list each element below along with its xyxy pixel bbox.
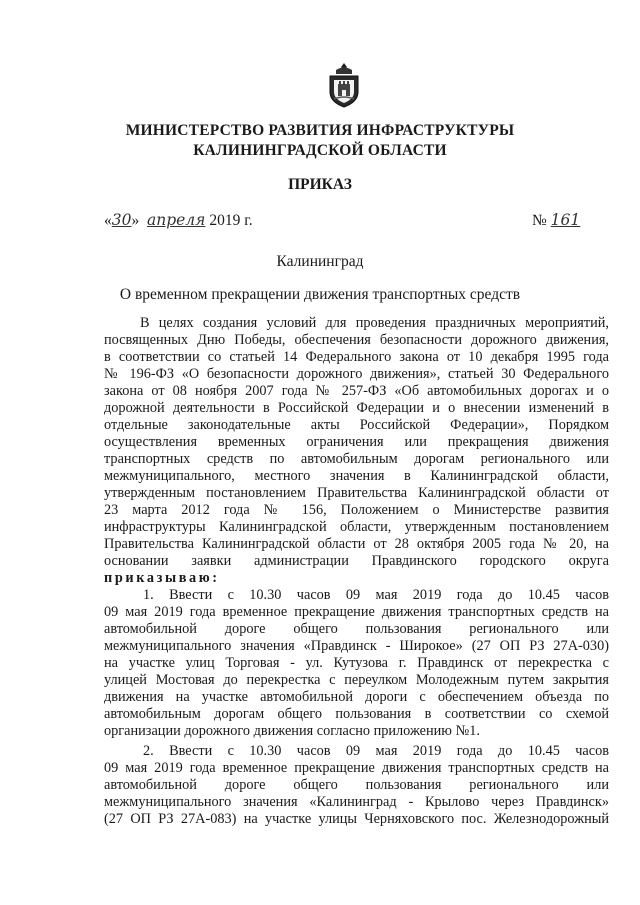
document-type-title: ПРИКАЗ [288,176,352,193]
date-year: 2019 г. [209,212,253,229]
number-prefix: № [532,212,547,229]
city-name: Калининград [276,253,364,270]
body-line: межмуниципального, местного значения в Калининградской области, [104,468,609,484]
date-month: апреля [146,211,206,229]
body-line: (27 ОП РЗ 27А-083) на участке улицы Черняховского пос. Железнодорожный [104,811,609,827]
order-number [532,211,580,230]
order-date [104,211,253,230]
ministry-name-line2: КАЛИНИНГРАДСКОЙ ОБЛАСТИ [193,142,447,159]
body-line: 1. Ввести с 10.30 часов 09 мая 2019 года до 10.45 часов [143,587,609,603]
date-close-quote: » [131,212,140,229]
body-line: улицей Мостовая до перекрестка с переулком Молодежным путем закрытия [104,672,609,688]
body-line: инфраструктуры Калининградской области, утвержденным постановлением [104,519,609,535]
number-value: 161 [550,211,581,229]
body-line: утвержденным постановлением Правительства Калининградской области от [104,485,609,501]
body-line: автомобильной дороге общего пользования регионального или [104,621,609,637]
body-line: 09 мая 2019 года временное прекращение движения транспортных средств на [104,760,609,776]
body-line: в соответствии со статьей 14 Федерального закона от 10 декабря 1995 года [104,349,609,365]
body-line: № 196-ФЗ «О безопасности дорожного движения», статьей 30 Федерального [104,366,609,382]
body-line: транспортных средств по автомобильным дорогам регионального или [104,451,609,467]
coat-of-arms-icon [326,62,362,108]
ministry-name-line1: МИНИСТЕРСТВО РАЗВИТИЯ ИНФРАСТРУКТУРЫ [125,122,515,139]
body-line: Правительства Калининградской области от 28 октября 2005 года № 20, на [104,536,609,552]
body-line: осуществления временных ограничения или прекращения движения [104,434,609,450]
order-keyword: приказываю: [104,570,220,586]
body-line: организации дорожного движения согласно приложению №1. [104,723,480,739]
body-line: основании заявки администрации Правдинского городского округа [104,553,609,569]
date-day: 30 [111,211,132,229]
body-line: автомобильным дорогам общего пользования в соответствии со схемой [104,706,609,722]
body-line: движения на участке автомобильной дороги с обеспечением объезда по [104,689,609,705]
date-open-quote: « [104,212,112,229]
body-line: посвященных Дню Победы, обеспечения безопасности дорожного движения, [104,332,609,348]
body-line: 09 мая 2019 года временное прекращение движения транспортных средств на [104,604,609,620]
body-line: межмуниципального значения «Калининград - Крылово через Правдинск» [104,794,609,810]
body-line: 2. Ввести с 10.30 часов 09 мая 2019 года до 10.45 часов [143,743,609,759]
body-line: отдельные законодательные акты Российской Федерации», Порядком [104,417,609,433]
body-line: закона от 08 ноября 2007 года № 257-ФЗ «Об автомобильных дорогах и о [104,383,609,399]
body-line: межмуниципального значения «Правдинск - Широкое» (27 ОП РЗ 27А-030) [104,638,609,654]
body-line: 23 марта 2012 года № 156, Положением о Министерстве развития [104,502,609,518]
order-subject: О временном прекращении движения транспортных средств [119,286,521,303]
body-line: дорожной деятельности в Российской Федерации и о внесении изменений в [104,400,609,416]
body-line: В целях создания условий для проведения праздничных мероприятий, [140,315,609,331]
body-line: на участке улиц Торговая - ул. Кутузова г. Правдинск от перекрестка с [104,655,609,671]
body-line: автомобильной дороге общего пользования регионального или [104,777,609,793]
